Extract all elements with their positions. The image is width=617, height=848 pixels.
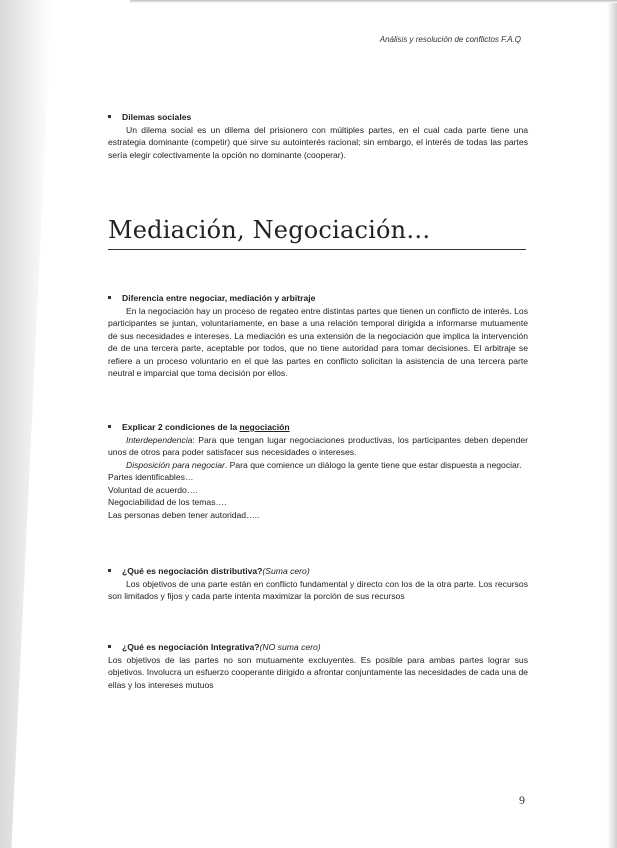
distributiva-body: Los objetivos de una parte están en conflicto fundamental y directo con los de la otra parte. Los recursos son limitados y fijos y cada parte intenta maximizar la porción de sus recursos — [108, 578, 528, 601]
title-underline — [108, 249, 526, 250]
diferencia-heading: Diferencia entre negociar, mediación y arbitraje — [108, 292, 528, 305]
negociacion-link: negociación — [239, 422, 290, 432]
scan-shadow-right — [607, 0, 617, 848]
section-integrativa — [108, 641, 528, 691]
integrativa-body: Los objetivos de las partes no son mutuamente excluyentes. Es posible para ambas partes lograr sus objetivos. Involucra un esfuerzo cooperante dirigido a afrontar conjuntamente las necesidades de cada una de ellas y los intereses mutuos — [108, 654, 528, 690]
bullet-icon — [108, 569, 111, 572]
section-condiciones — [108, 421, 528, 521]
list-item: Voluntad de acuerdo…. — [108, 484, 198, 495]
page-number: 9 — [519, 793, 525, 807]
diferencia-body: En la negociación hay un proceso de regateo entre distintas partes que tienen un conflicto de interés. Los participantes se juntan, voluntariamente, en base a una relación temporal dirigida a informarse mutuamente de sus necesidades e intereses. La mediación es una extensión de la negociación que implica la intervención de de una tercera parte, aceptable por todos, que no tiene autoridad para tomar decisiones. El arbitraje se refiere a un proceso voluntario en el que las partes en conflicto solicitan la asistencia de una tercera parte neutral e imparcial que toma decisión por ellos. — [108, 305, 528, 378]
scan-shadow-top — [130, 0, 617, 3]
condiciones-heading: Explicar 2 condiciones de la negociación — [108, 421, 528, 434]
chapter-title: Mediación, Negociación… — [108, 216, 431, 244]
section-dilemas — [108, 111, 528, 161]
dilemas-body: Un dilema social es un dilema del prisionero con múltiples partes, en el cual cada parte tiene una estrategia dominante (competir) que sirve su autointerés racional; sin embargo, el interés de todas las partes sería elegir colectivamente la opción no dominante (cooperar). — [108, 124, 528, 160]
disposicion-paragraph: Disposición para negociar. Para que comience un diálogo la gente tiene que estar dispuesta a negociar. — [126, 459, 522, 470]
running-header: Análisis y resolución de conflictos F.A.Q — [379, 35, 521, 44]
bullet-icon — [108, 645, 111, 648]
bullet-icon — [108, 296, 111, 299]
section-distributiva — [108, 565, 528, 603]
list-item: Las personas deben tener autoridad….. — [108, 509, 260, 520]
bullet-icon — [108, 425, 111, 428]
section-diferencia — [108, 292, 528, 380]
list-item: Partes identificables… — [108, 472, 194, 482]
disposicion-term: Disposición para negociar — [126, 459, 225, 470]
interdependencia-term: Interdependencia — [126, 434, 193, 445]
bullet-icon — [108, 115, 111, 118]
interdependencia-paragraph: Interdependencia: Para que tengan lugar negociaciones productivas, los participantes deben depender unos de otros para poder satisfacer sus necesidades o intereses. — [108, 434, 528, 457]
list-item: Negociabilidad de los temas…. — [108, 497, 227, 507]
distributiva-heading: ¿Qué es negociación distributiva?(Suma cero) — [108, 565, 528, 578]
integrativa-heading: ¿Qué es negociación Integrativa?(NO suma cero) — [108, 641, 528, 654]
dilemas-heading: Dilemas sociales — [108, 111, 528, 124]
scan-shadow-left — [0, 0, 52, 848]
